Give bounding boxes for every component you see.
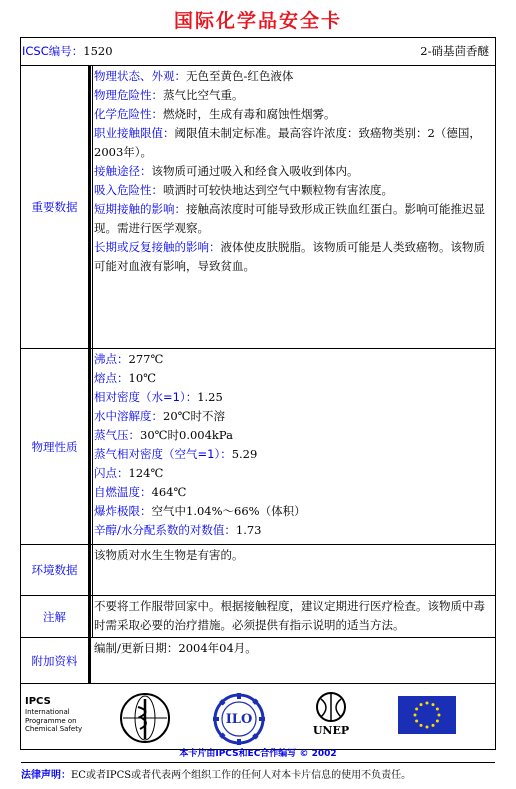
section-label <box>21 545 89 595</box>
property-line <box>94 162 491 181</box>
eu-star-icon <box>415 720 418 723</box>
property-key: 吸入危险性： <box>94 183 163 197</box>
property-key: 接触途径： <box>94 164 152 178</box>
property-line <box>94 200 491 238</box>
ilo-text: ILO <box>225 712 253 727</box>
section-label <box>21 349 89 544</box>
property-value: 277℃ <box>128 352 164 366</box>
who-emblem-icon <box>118 691 172 745</box>
eu-star-icon <box>438 714 441 717</box>
property-value: 无色至黄色-红色液体 <box>186 69 294 83</box>
property-key: 蒸气压： <box>94 428 140 442</box>
ipcs-line: Chemical Safety <box>25 725 83 733</box>
property-line <box>94 105 491 124</box>
eu-star-icon <box>436 708 439 711</box>
ipcs-line: International <box>25 708 70 716</box>
safety-card <box>20 37 496 781</box>
card-title: 国际化学品安全卡 <box>173 10 342 32</box>
physical-list <box>94 350 491 540</box>
property-line <box>94 67 491 86</box>
icsc-number <box>22 38 113 65</box>
property-line <box>94 502 491 521</box>
section-label <box>21 596 89 637</box>
section-body <box>89 545 495 595</box>
label-text: 物理性质 <box>31 439 78 454</box>
label-text: 重要数据 <box>31 200 78 214</box>
eu-flag-icon <box>398 696 456 734</box>
property-line <box>94 350 491 369</box>
property-value: 空气中1.04%～66%（体积） <box>151 504 306 518</box>
property-key: 化学危险性： <box>94 107 163 121</box>
property-line <box>94 388 491 407</box>
extra-text: 编制/更新日期：2004年04月。 <box>94 641 257 655</box>
property-line <box>94 369 491 388</box>
property-line <box>94 124 491 162</box>
property-value: 1.25 <box>197 390 223 404</box>
property-line <box>94 445 491 464</box>
eu-star-icon <box>415 708 418 711</box>
icsc-label: ICSC编号： <box>22 44 84 58</box>
eu-star-icon <box>426 726 429 729</box>
property-value: 燃烧时，生成有毒和腐蚀性烟雾。 <box>163 107 336 121</box>
ipcs-line: Programme on <box>25 716 77 725</box>
property-key: 辛醇/水分配系数的对数值： <box>94 523 236 537</box>
label-text: 注解 <box>43 609 66 624</box>
property-value: 喷洒时可较快地达到空气中颗粒物有害浓度。 <box>163 183 393 197</box>
property-line <box>94 407 491 426</box>
section-label <box>21 66 89 348</box>
ipcs-title: IPCS <box>25 696 51 707</box>
ipcs-logo <box>25 696 82 734</box>
legal-label: 法律声明： <box>21 770 71 781</box>
section-important <box>21 66 495 349</box>
property-value: 30℃时0.004kPa <box>140 428 233 442</box>
property-line <box>94 464 491 483</box>
section-body <box>89 66 495 348</box>
icsc-value: 1520 <box>83 44 113 58</box>
property-value: 接触高浓度时可能导致形成正铁血红蛋白。影响可能推迟显现。需进行医学观察。 <box>94 202 485 235</box>
logo-strip <box>21 638 495 763</box>
label-text: 环境数据 <box>31 563 78 577</box>
extra-body <box>89 638 495 684</box>
property-key: 熔点： <box>94 371 129 385</box>
property-key: 相对密度（水=1）： <box>94 390 198 404</box>
property-key: 沸点： <box>94 352 129 366</box>
property-line <box>94 238 491 276</box>
section-environment <box>21 545 495 596</box>
property-key: 物理危险性： <box>94 88 163 102</box>
section-body <box>89 349 495 544</box>
property-key: 水中溶解度： <box>94 409 163 423</box>
chemical-name: 2-硝基茴香醚 <box>420 44 489 58</box>
unep-emblem-icon <box>309 691 353 723</box>
eu-star-icon <box>420 703 423 706</box>
property-key: 职业接触限值： <box>94 126 175 140</box>
property-value: 1.73 <box>235 523 262 537</box>
eu-star-icon <box>436 720 439 723</box>
property-value: 液体使皮肤脱脂。该物质可能是人类致癌物。该物质可能对血液有影响，导致贫血。 <box>94 240 485 273</box>
section-body <box>89 596 495 637</box>
property-value: 该物质可通过吸入和经食入吸收到体内。 <box>151 164 359 178</box>
property-key: 爆炸极限： <box>94 504 152 518</box>
property-value: 10℃ <box>128 371 156 385</box>
environment-text: 该物质对水生生物是有害的。 <box>94 548 244 562</box>
property-line <box>94 521 491 540</box>
property-value: 124℃ <box>128 466 164 480</box>
eu-star-icon <box>432 724 435 727</box>
property-value: 5.29 <box>231 447 258 461</box>
section-notes <box>21 596 495 638</box>
card-credit: 本卡片由IPCS和EC合作编写 © 2002 <box>179 749 337 759</box>
property-line <box>94 426 491 445</box>
property-key: 短期接触的影响： <box>94 202 186 216</box>
legal-text: EC或者IPCS或者代表两个组织工作的任何人对本卡片信息的使用不负责任。 <box>71 770 412 781</box>
property-value: 阈限值未制定标准。最高容许浓度：致癌物类别：2（德国，2003年）。 <box>94 126 481 159</box>
property-key: 蒸气相对密度（空气=1）： <box>94 447 232 461</box>
eu-star-icon <box>414 714 417 717</box>
eu-star-icon <box>432 703 435 706</box>
extra-label-cell <box>21 638 89 684</box>
property-line <box>94 86 491 105</box>
property-value: 464℃ <box>151 485 187 499</box>
property-value: 20℃时不溶 <box>163 409 225 423</box>
eu-star-icon <box>420 724 423 727</box>
section-physical <box>21 349 495 545</box>
property-line <box>94 181 491 200</box>
property-line <box>94 483 491 502</box>
eu-star-icon <box>426 702 429 705</box>
notes-text: 不要将工作服带回家中。根据接触程度，建议定期进行医疗检查。该物质中毒时需采取必要的治疗措施。必须提供有指示说明的适当方法。 <box>94 599 485 632</box>
property-value: 蒸气比空气重。 <box>163 88 244 102</box>
unep-text: UNEP <box>312 724 350 737</box>
card-header <box>21 38 495 66</box>
label-text: 附加资料 <box>31 653 78 668</box>
property-key: 物理状态、外观： <box>94 69 186 83</box>
property-key: 自燃温度： <box>94 485 152 499</box>
property-key: 长期或反复接触的影响： <box>94 240 221 254</box>
property-key: 闪点： <box>94 466 129 480</box>
important-list <box>94 67 491 276</box>
